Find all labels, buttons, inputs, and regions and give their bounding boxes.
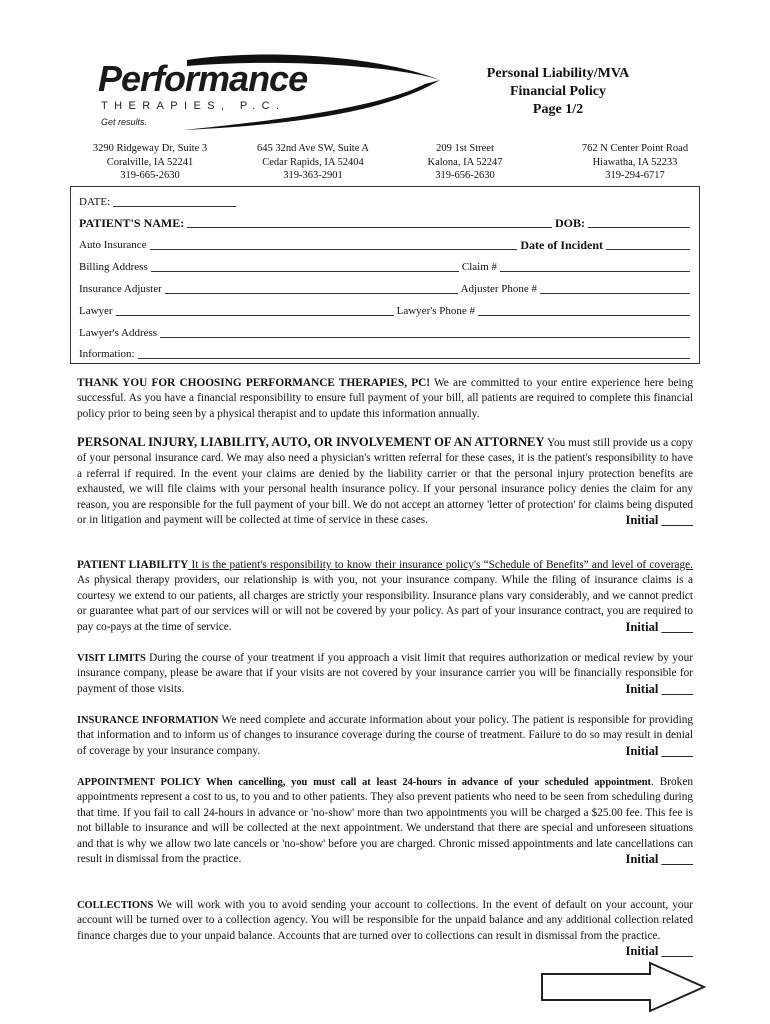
lawyer-address-label: Lawyer's Address [79,327,158,339]
claim-label: Claim # [461,261,497,273]
visit-limits-section [77,651,693,697]
patient-name-label: PATIENT'S NAME: [79,216,185,230]
insurance-adjuster-label: Insurance Adjuster [79,283,162,295]
title-line-3: Page 1/2 [532,102,584,117]
patient-liability-text: As physical therapy providers, our relationship is with you, not your insurance company. While the filing of insurance claims is a courtesy we extend to our patients, all charges are strictly your responsibility. Insurance plans vary considerably, and we cannot predict or guarantee what part of our services will or will not be covered by your policy. As part of your insurance contract, you are required to pay co-pays at the time of service. [77,574,693,633]
claim-input-line[interactable] [500,271,690,272]
address-street: 762 N Center Point Road [581,143,689,154]
auto-insurance-row [79,238,693,252]
personal-injury-heading: PERSONAL INJURY, LIABILITY, AUTO, OR INVOLVEMENT OF AN ATTORNEY [77,435,545,449]
address-city: Hiawatha, IA 52233 [592,156,678,168]
patient-name-row [79,216,693,230]
logo-wordmark: Performance [98,58,308,99]
billing-address-label: Billing Address [79,261,148,273]
patient-liability-heading: PATIENT LIABILITY [77,559,189,571]
appointment-policy-heading: APPOINTMENT POLICY When cancelling, you must call at least 24-hours in advance of your scheduled appointment [77,777,651,788]
insurance-information-heading: INSURANCE INFORMATION [77,715,219,726]
address-phone: 319-294-6717 [605,170,665,181]
patient-liability-initial[interactable]: Initial _____ [625,619,693,634]
title-line-1: Personal Liability/MVA [486,66,630,81]
company-logo [95,52,445,132]
lawyer-address-input-line[interactable] [160,337,690,338]
date-of-incident-label: Date of Incident [520,238,603,252]
insurance-information-text: We need complete and accurate information about your policy. The patient is responsible for providing that information and to inform us of changes to insurance coverage during the course of treatment. Failure to do so may result in denial of coverage by your insurance company. [77,714,694,757]
visit-limits-heading: VISIT LIMITS [77,653,146,664]
address-phone: 319-665-2630 [120,170,180,181]
lawyer-address-row [79,326,693,340]
address-phone: 319-363-2901 [283,170,343,181]
adjuster-phone-input-line[interactable] [540,293,690,294]
patient-liability-underlined: It is the patient's responsibility to know their insurance policy's “Schedule of Benefits” and level of coverage. [188,559,693,571]
personal-injury-text: You must still provide us a copy of your personal insurance card. We may also need a physician's written referral for these cases, it is the patient's responsibility to have a referral if required. In the event your claims are denied by the liability carrier or that the personal injury protection benefits are exhausted, we will file claims with your personal health insurance policy. If your personal insurance policy denies the claim for any reason, you are responsible for the full payment of your bill. We do not accept an attorney 'letter of protection' for claims being disputed or in litigation and payment will be collected at time of service in these cases. [77,437,693,527]
date-field[interactable] [79,195,239,209]
address-street: 645 32nd Ave SW, Suite A [256,143,369,154]
collections-text: We will work with you to avoid sending your account to collections. In the event of default on your account, your account will be turned over to a collection agency. You will be responsible for the unpaid balance and any additional collection related finance charges due to your unpaid balance. Accounts that are turned over to collections can result in dismissal from the practice. [77,899,693,942]
auto-insurance-label: Auto Insurance [79,239,147,251]
collections-section [77,898,693,960]
information-label: Information: [79,348,135,360]
logo-tagline: Get results. [101,117,148,127]
thank-you-section [77,376,693,422]
address-kalona [375,142,555,183]
dob-input-line[interactable] [588,227,690,228]
information-row [79,347,693,361]
logo-subtitle: THERAPIES, P.C. [101,100,286,112]
appointment-policy-section [77,775,693,867]
address-city: Kalona, IA 52247 [427,156,503,168]
document-title [468,65,648,119]
date-input-line[interactable] [113,206,236,207]
insurance-information-initial[interactable]: Initial _____ [625,743,693,758]
billing-address-row [79,260,693,274]
date-label: DATE: [79,196,111,208]
adjuster-phone-label: Adjuster Phone # [460,283,537,295]
thank-you-text: We are committed to your entire experience here being successful. As you have a financial responsibility to ensure full payment of your bill, all patients are required to complete this financial policy prior to being seen by a physical therapist and to update this information annually. [77,377,693,420]
patient-info-form [70,186,700,364]
visit-limits-text: During the course of your treatment if you approach a visit limit that requires authorization or medical review by your insurance company, please be aware that if your visits are not covered by your insurance carrier you will be financially responsible for payment of those visits. [77,652,694,695]
address-city: Coralville, IA 52241 [106,156,194,168]
lawyer-row [79,304,693,318]
lawyer-label: Lawyer [79,305,113,317]
collections-heading: COLLECTIONS [77,900,154,911]
patient-name-input-line[interactable] [187,227,552,228]
lawyer-phone-label: Lawyer's Phone # [396,305,475,317]
insurance-adjuster-row [79,282,693,296]
next-page-arrow-icon [540,960,710,1016]
title-line-2: Financial Policy [509,84,607,99]
information-input-line[interactable] [138,358,690,359]
billing-address-input-line[interactable] [151,271,459,272]
dob-label: DOB: [555,216,585,230]
insurance-adjuster-input-line[interactable] [165,293,458,294]
address-street: 209 1st Street [436,143,494,154]
lawyer-input-line[interactable] [116,315,394,316]
address-phone: 319-656-2630 [435,170,495,181]
personal-injury-section [77,435,693,528]
address-hiawatha [545,142,725,183]
appointment-policy-initial[interactable]: Initial _____ [625,852,693,867]
appointment-policy-text: . Broken appointments represent a cost to us, to you and to other patients. They also prevent patients who need to be seen from scheduling during that time. If you fail to call 24-hours in advance or 'no-show' more than two appointments you will be charged a $25.00 fee. This fee is not billable to insurance and will be collected at the next appointment. We understand that there are special and unforeseen situations and that is why we allow two late cancels or 'no-show' before you are charged. Chronic missed appointments and late cancellations can result in dismissal from the practice. [77,776,693,866]
address-city: Cedar Rapids, IA 52404 [262,156,364,168]
address-coralville [60,142,240,183]
visit-limits-initial[interactable]: Initial _____ [625,681,693,696]
personal-injury-initial[interactable]: Initial _____ [625,513,693,528]
collections-initial[interactable]: Initial _____ [625,944,693,959]
insurance-information-section [77,713,693,759]
address-street: 3290 Ridgeway Dr, Suite 3 [92,143,208,154]
thank-you-heading: THANK YOU FOR CHOOSING PERFORMANCE THERAPIES, PC! [77,377,431,389]
date-of-incident-input-line[interactable] [606,249,690,250]
lawyer-phone-input-line[interactable] [478,315,690,316]
auto-insurance-input-line[interactable] [150,249,518,250]
patient-liability-section [77,558,693,635]
